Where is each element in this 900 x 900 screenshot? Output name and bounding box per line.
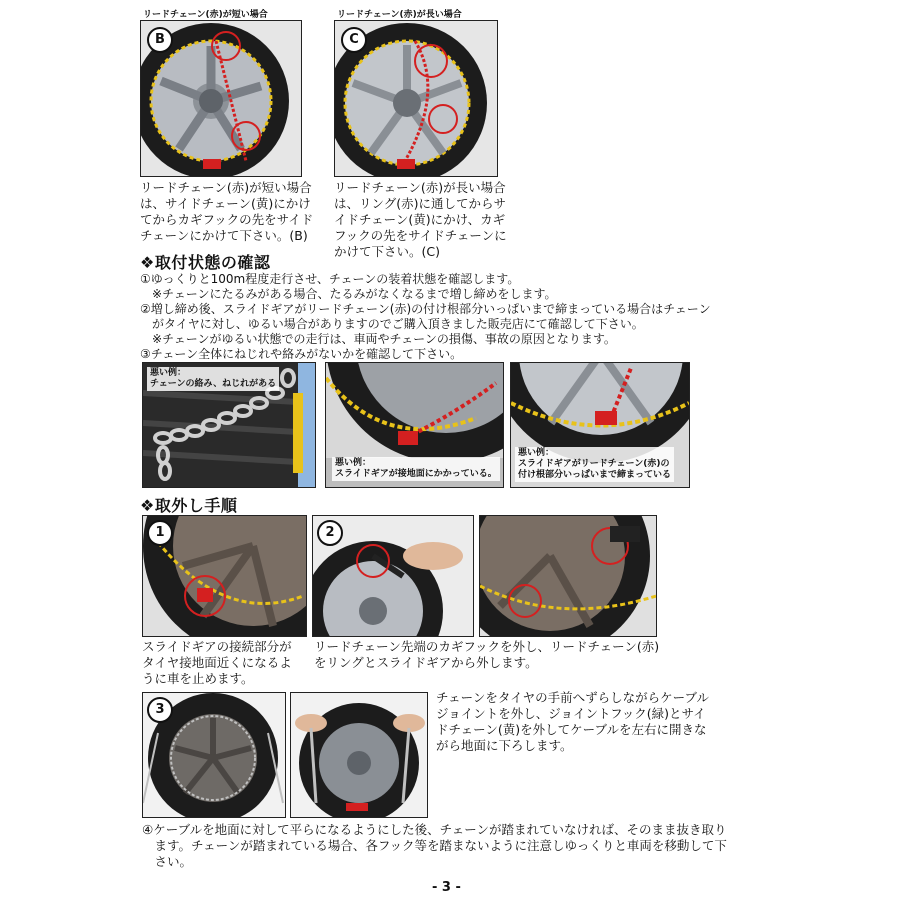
check-line: ③チェーン全体にねじれや絡みがないかを確認して下さい。 [140,347,463,361]
step-badge-2: 2 [317,520,343,546]
removal-step-1-photo [142,515,307,637]
photo-c-title: リードチェーン(赤)が長い場合 [337,10,462,20]
bad-example-label: 悪い例： スライドギアが接地面にかかっている。 [332,457,500,481]
bad-example-label: 悪い例： スライドギアがリードチェーン(赤)の 付け根部分いっぱいまで締まっている [515,447,674,482]
step-badge-3: 3 [147,697,173,723]
removal-step-3-photo-a [142,692,286,818]
check-line: ※チェーンにたるみがある場合、たるみがなくなるまで増し締めをします。 [140,287,557,301]
removal-step-4-text: ④ケーブルを地面に対して平らになるようにした後、チェーンが踏まれていなければ、そのまま抜き取り ます。チェーンが踏まれている場合、各フック等を踏まないように注意しゆっくりと車両を移動して下 さい。 [142,822,727,869]
step-badge-1: 1 [147,520,173,546]
check-line: がタイヤに対し、ゆるい場合がありますのでご購入頂きました販売店にて確認して下さい。 [140,317,644,331]
photo-b-title: リードチェーン(赤)が短い場合 [143,10,268,20]
removal-section-heading: ❖取外し手順 [140,496,238,515]
page-number: - 3 - [432,880,461,895]
bad-example-photo-tangled [142,362,316,488]
hands-lowering-chain-illustration [291,693,427,817]
bad-example-photo-gear-on-ground [325,362,504,488]
badge-c: C [341,27,367,53]
removal-step-3-photo-b [290,692,428,818]
photo-c-long-lead-chain [334,20,498,177]
wheel-illustration [480,516,656,636]
caption-b: リードチェーン(赤)が短い場合 は、サイドチェーン(黄)にかけ てからカギフックの先をサイド チェーンにかけて下さい。(B) [140,180,314,243]
removal-step-2-photo-b [479,515,657,637]
removal-caption-3: チェーンをタイヤの手前へずらしながらケーブル ジョイントを外し、ジョイントフック(緑)とサイ ドチェーン(黄)を外してケーブルを左右に開きな がら地面に下ろします。 [436,690,710,753]
check-line: ①ゆっくりと100m程度走行させ、チェーンの装着状態を確認します。 [140,272,520,286]
check-line: ②増し締め後、スライドギアがリードチェーン(赤)の付け根部分いっぱいまで締まっている場合はチェーン [140,302,711,316]
bad-example-label: 悪い例： チェーンの絡み、ねじれがある [147,367,279,391]
removal-caption-2: リードチェーン先端のカギフックを外し、リードチェーン(赤) をリングとスライドギアから外します。 [314,639,660,670]
check-line: ※チェーンがゆるい状態での走行は、車両やチェーンの損傷、事故の原因となります。 [140,332,616,346]
photo-b-short-lead-chain [140,20,302,177]
caption-c: リードチェーン(赤)が長い場合 は、リング(赤)に通してからサ イドチェーン(黄)にかけ、カギ フックの先をサイドチェーンに かけて下さい。(C) [334,180,507,259]
check-section-heading: ❖取付状態の確認 [140,253,271,272]
removal-step-2-photo-a [312,515,474,637]
removal-caption-1: スライドギアの接続部分が タイヤ接地面近くになるよ うに車を止めます。 [142,639,292,686]
bad-example-photo-gear-tightened [510,362,690,488]
badge-b: B [147,27,173,53]
